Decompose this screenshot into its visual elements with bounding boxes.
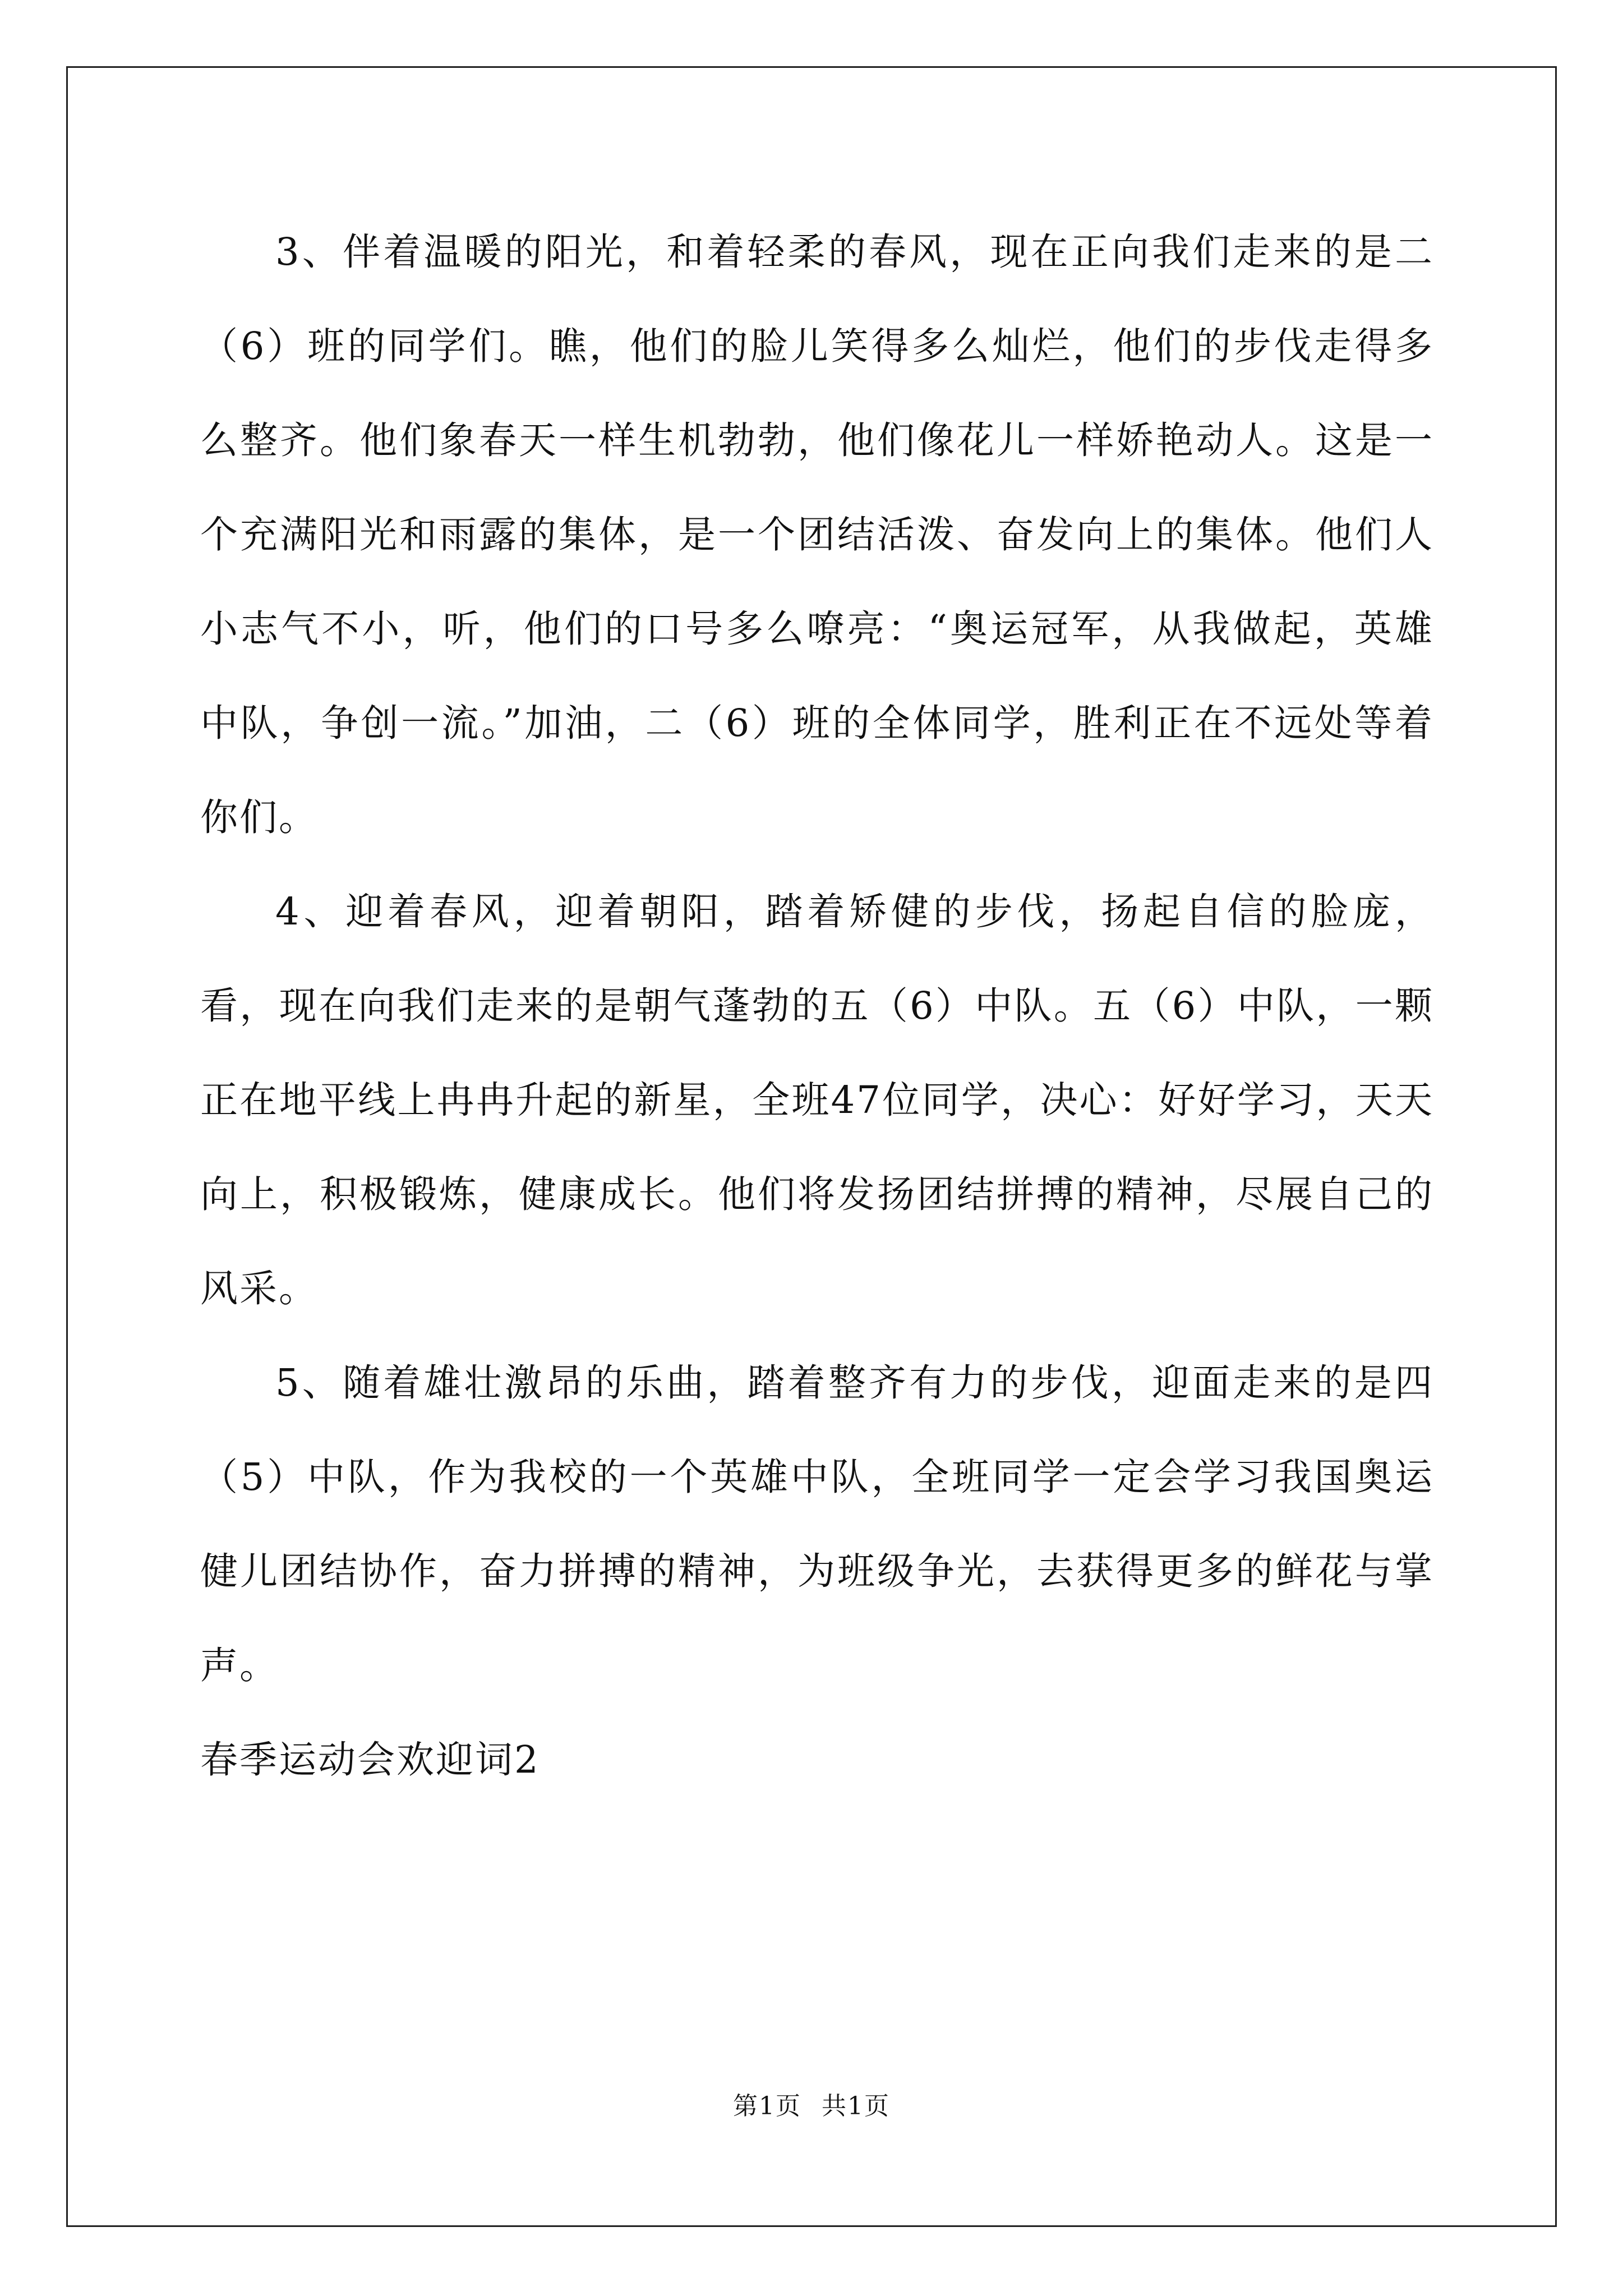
document-body [200,205,1434,1807]
page-number: 第1页 [733,2092,801,2120]
paragraph-5: 5、随着雄壮激昂的乐曲，踏着整齐有力的步伐，迎面走来的是四（5）中队，作为我校的一个英雄中队，全班同学一定会学习我国奥运健儿团结协作，奋力拼搏的精神，为班级争光，去获得更多的鲜花与掌声。 [200,1361,1434,1687]
paragraph-4: 4、迎着春风，迎着朝阳，踏着矫健的步伐，扬起自信的脸庞，看，现在向我们走来的是朝气蓬勃的五（6）中队。五（6）中队，一颗正在地平线上冉冉升起的新星，全班47位同学，决心：好好学习，天天向上，积极锻炼，健康成长。他们将发扬团结拼搏的精神，尽展自己的风采。 [200,890,1434,1310]
section-heading: 春季运动会欢迎词2 [200,1738,540,1782]
page-footer [0,2086,1623,2122]
page-total: 共1页 [822,2092,890,2120]
paragraph-3: 3、伴着温暖的阳光，和着轻柔的春风，现在正向我们走来的是二（6）班的同学们。瞧，他们的脸儿笑得多么灿烂，他们的步伐走得多么整齐。他们象春天一样生机勃勃，他们像花儿一样娇艳动人。这是一个充满阳光和雨露的集体，是一个团结活泼、奋发向上的集体。他们人小志气不小，听，他们的口号多么嘹亮：“奥运冠军，从我做起，英雄中队，争创一流。”加油，二（6）班的全体同学，胜利正在不远处等着你们。 [200,230,1434,839]
